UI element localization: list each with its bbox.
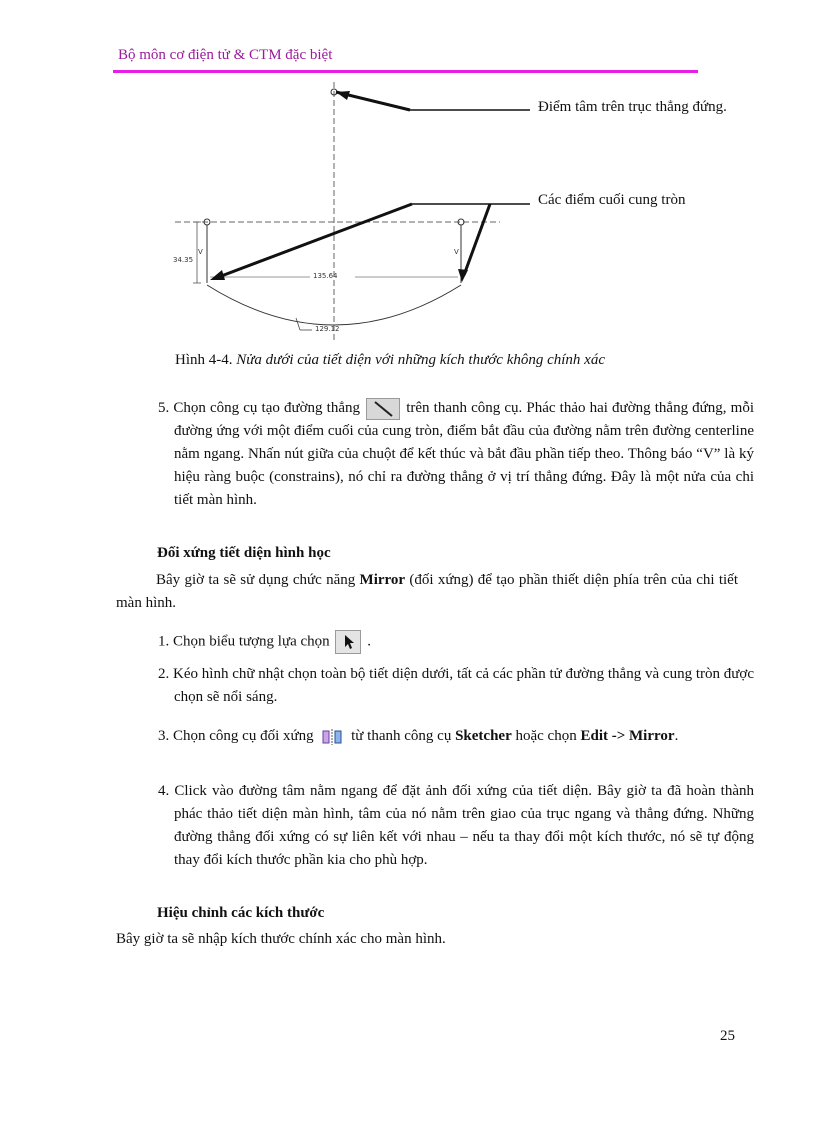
step-1 [158, 630, 754, 654]
step5-text-a: 5. Chọn công cụ tạo đường thẳng [158, 400, 360, 416]
callout-line-left [216, 204, 412, 278]
step1-text-a: 1. Chọn biểu tượng lựa chọn [158, 633, 330, 650]
header-rule [113, 70, 698, 73]
mirror-intro-bold: Mirror [359, 572, 406, 588]
callout-center-label: Điểm tâm trên trục thẳng đứng. [538, 99, 727, 115]
page-number: 25 [720, 1028, 735, 1044]
callout-arc-ends-label: Các điểm cuối cung tròn [538, 192, 686, 208]
heading-dimensions: Hiệu chỉnh các kích thước [157, 905, 325, 921]
dim-left-label: 34.35 [173, 256, 194, 264]
step1-text-b: . [367, 633, 371, 650]
heading-mirror: Đối xứng tiết diện hình học [157, 545, 331, 561]
step3-bold-sketcher: Sketcher [455, 728, 512, 744]
callout-line-right [464, 204, 490, 275]
dim-width-label: 135.64 [313, 272, 338, 280]
mirror-intro-a: Bây giờ ta sẽ sử dụng chức năng [156, 572, 356, 588]
sketch-figure [170, 80, 740, 350]
mirror-intro-b: (đối xứng) để tạo phần thiết diện phía trên của chi tiết màn hình. [116, 572, 738, 611]
figure-caption [175, 352, 605, 369]
arrowhead-right [458, 269, 468, 282]
dim-v-left-label: V [198, 248, 203, 256]
step3-text-c: hoặc chọn [515, 728, 577, 744]
dim-radius-label: 129.12 [315, 325, 340, 333]
step-4: 4. Click vào đường tâm nằm ngang để đặt ảnh đối xứng của tiết diện. Bây giờ ta đã hoàn thành phác thảo tiết diện màn hình, tâm của nó nằm trên giao của trục ngang và thẳng đứng. Những đường thẳng đối xứng có sự liên kết với nhau – nếu ta thay đổi một kích thước, nó sẽ tự động thay đổi kích thước phần kia cho phù hợp. [158, 783, 754, 868]
line-tool-icon [366, 398, 400, 420]
step-3 [158, 725, 754, 748]
step3-text-b: từ thanh công cụ [351, 728, 452, 744]
sketch-drawing [170, 80, 740, 350]
header-title: Bộ môn cơ điện tử & CTM đặc biệt [118, 47, 333, 63]
leader-arc-a [296, 318, 300, 330]
arrowhead-center [336, 91, 350, 100]
dimensions-text: Bây giờ ta sẽ nhập kích thước chính xác cho màn hình. [116, 931, 446, 947]
arrowhead-left [210, 270, 225, 280]
dim-v-right-label: V [454, 248, 459, 256]
step-5 [158, 397, 754, 512]
step-2: 2. Kéo hình chữ nhật chọn toàn bộ tiết diện dưới, tất cả các phần tử đường thẳng và cung tròn được chọn sẽ nổi sáng. [158, 666, 754, 705]
step3-text-d: . [674, 728, 679, 744]
select-arrow-icon [335, 630, 361, 654]
caption-prefix: Hình 4-4. [175, 352, 233, 368]
step3-bold-edit-mirror: Edit -> Mirror [580, 728, 675, 744]
step3-text-a: 3. Chọn công cụ đối xứng [158, 728, 314, 744]
mirror-tool-icon [321, 728, 343, 746]
mirror-intro [116, 569, 738, 615]
caption-text: Nửa dưới của tiết diện với những kích thước không chính xác [236, 352, 605, 368]
step5-text-b: trên thanh công cụ. Phác thảo hai đường thẳng đứng, mỗi đường ứng với một điểm cuối của cung tròn, điểm bắt đầu của đường nằm trên đường centerline nằm ngang. Nhấn nút giữa của chuột để kết thúc và bắt đầu phần tiếp theo. Thông báo “V” là ký hiệu ràng buộc (constrains), nó chỉ ra đường thẳng ở vị trí thẳng đứng. Đây là một nửa của chi tiết màn hình. [174, 400, 755, 508]
